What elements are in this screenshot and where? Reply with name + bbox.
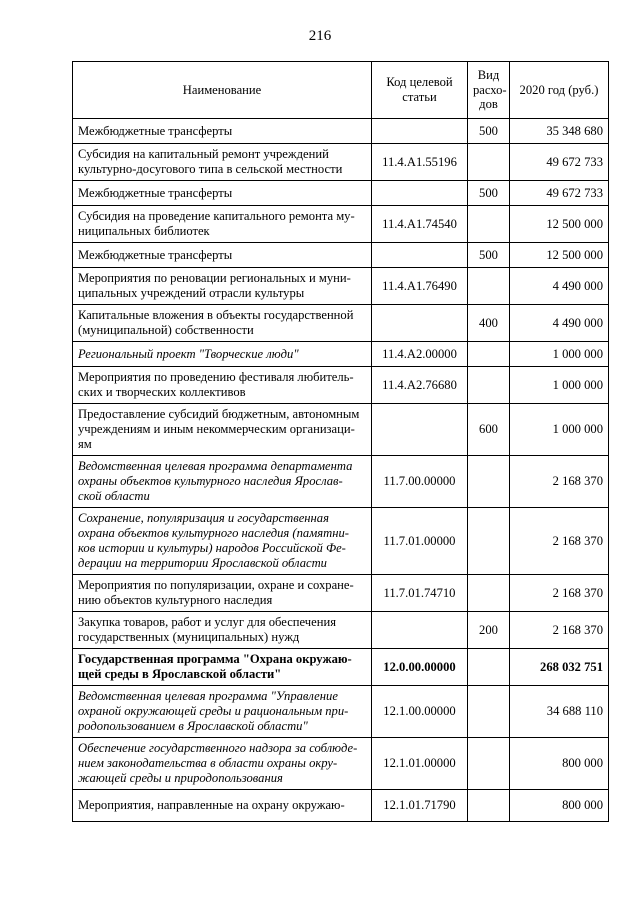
table-row [73,686,609,738]
cell-type: 400 [468,305,510,342]
cell-sum: 49 672 733 [510,144,609,181]
table-row [73,206,609,243]
cell-sum: 4 490 000 [510,305,609,342]
table-header-row [73,62,609,119]
cell-code: 12.1.01.71790 [372,790,468,822]
table-row [73,119,609,144]
cell-name: Сохранение, популяризация и государственная охрана объектов культурного наследия (памятни-ков истории и культуры) народов Российской Фе-дерации на территории Ярославской области [73,508,372,575]
table-row [73,508,609,575]
cell-type [468,790,510,822]
header-type: Вид расхо-дов [468,62,510,119]
table-row [73,243,609,268]
cell-type [468,367,510,404]
cell-type [468,575,510,612]
cell-name: Мероприятия по популяризации, охране и сохране-нию объектов культурного наследия [73,575,372,612]
cell-type [468,456,510,508]
table-row [73,305,609,342]
cell-name: Региональный проект "Творческие люди" [73,342,372,367]
table-row [73,144,609,181]
cell-type [468,342,510,367]
cell-code: 11.7.01.74710 [372,575,468,612]
cell-code: 12.1.01.00000 [372,738,468,790]
cell-name: Обеспечение государственного надзора за соблюде-нием законодательства в области охраны окру-жающей среды и природопользования [73,738,372,790]
cell-sum: 49 672 733 [510,181,609,206]
cell-sum: 35 348 680 [510,119,609,144]
cell-sum: 4 490 000 [510,268,609,305]
cell-code: 11.4.A2.76680 [372,367,468,404]
cell-sum: 1 000 000 [510,404,609,456]
cell-code [372,243,468,268]
cell-type [468,508,510,575]
cell-code: 11.7.00.00000 [372,456,468,508]
cell-type [468,144,510,181]
header-name: Наименование [73,62,372,119]
cell-code: 11.7.01.00000 [372,508,468,575]
cell-sum: 34 688 110 [510,686,609,738]
cell-sum: 2 168 370 [510,508,609,575]
table-row [73,649,609,686]
cell-code [372,181,468,206]
cell-type: 600 [468,404,510,456]
cell-name: Мероприятия по реновации региональных и муни-ципальных учреждений отрасли культуры [73,268,372,305]
table-row [73,268,609,305]
cell-name: Мероприятия, направленные на охрану окружаю- [73,790,372,822]
cell-name: Государственная программа "Охрана окружаю-щей среды в Ярославской области" [73,649,372,686]
cell-name: Мероприятия по проведению фестиваля любитель-ских и творческих коллективов [73,367,372,404]
cell-code [372,119,468,144]
table-row [73,575,609,612]
cell-code [372,305,468,342]
cell-name: Ведомственная целевая программа "Управление охраной окружающей среды и рациональным при-родопользованием в Ярославской области" [73,686,372,738]
budget-table [72,61,609,822]
header-code: Код целевой статьи [372,62,468,119]
cell-name: Капитальные вложения в объекты государственной (муниципальной) собственности [73,305,372,342]
cell-sum: 1 000 000 [510,342,609,367]
table-row [73,738,609,790]
cell-code: 11.4.A1.55196 [372,144,468,181]
cell-type [468,686,510,738]
cell-code: 11.4.A2.00000 [372,342,468,367]
cell-code [372,612,468,649]
cell-type: 500 [468,181,510,206]
cell-sum: 2 168 370 [510,575,609,612]
table-row [73,367,609,404]
page-number: 216 [308,28,332,44]
cell-type: 200 [468,612,510,649]
cell-sum: 2 168 370 [510,612,609,649]
cell-sum: 268 032 751 [510,649,609,686]
header-sum: 2020 год (руб.) [510,62,609,119]
table-row [73,342,609,367]
cell-type [468,649,510,686]
table-row [73,612,609,649]
cell-name: Межбюджетные трансферты [73,243,372,268]
cell-type [468,268,510,305]
table-row [73,456,609,508]
cell-code: 12.0.00.00000 [372,649,468,686]
cell-code [372,404,468,456]
cell-sum: 12 500 000 [510,206,609,243]
cell-sum: 800 000 [510,738,609,790]
cell-code: 11.4.A1.74540 [372,206,468,243]
cell-sum: 2 168 370 [510,456,609,508]
cell-name: Межбюджетные трансферты [73,119,372,144]
cell-sum: 1 000 000 [510,367,609,404]
cell-code: 11.4.A1.76490 [372,268,468,305]
cell-name: Субсидия на проведение капитального ремонта му-ниципальных библиотек [73,206,372,243]
cell-type: 500 [468,243,510,268]
cell-sum: 12 500 000 [510,243,609,268]
cell-name: Предоставление субсидий бюджетным, автономным учреждениям и иным некоммерческим организаци-ям [73,404,372,456]
cell-type [468,738,510,790]
table-row [73,404,609,456]
cell-code: 12.1.00.00000 [372,686,468,738]
cell-type [468,206,510,243]
cell-name: Закупка товаров, работ и услуг для обеспечения государственных (муниципальных) нужд [73,612,372,649]
cell-name: Ведомственная целевая программа департамента охраны объектов культурного наследия Ярослав-ской области [73,456,372,508]
table-row [73,790,609,822]
table-body [73,119,609,822]
cell-name: Субсидия на капитальный ремонт учреждений культурно-досугового типа в сельской местности [73,144,372,181]
cell-type: 500 [468,119,510,144]
table-row [73,181,609,206]
cell-name: Межбюджетные трансферты [73,181,372,206]
cell-sum: 800 000 [510,790,609,822]
